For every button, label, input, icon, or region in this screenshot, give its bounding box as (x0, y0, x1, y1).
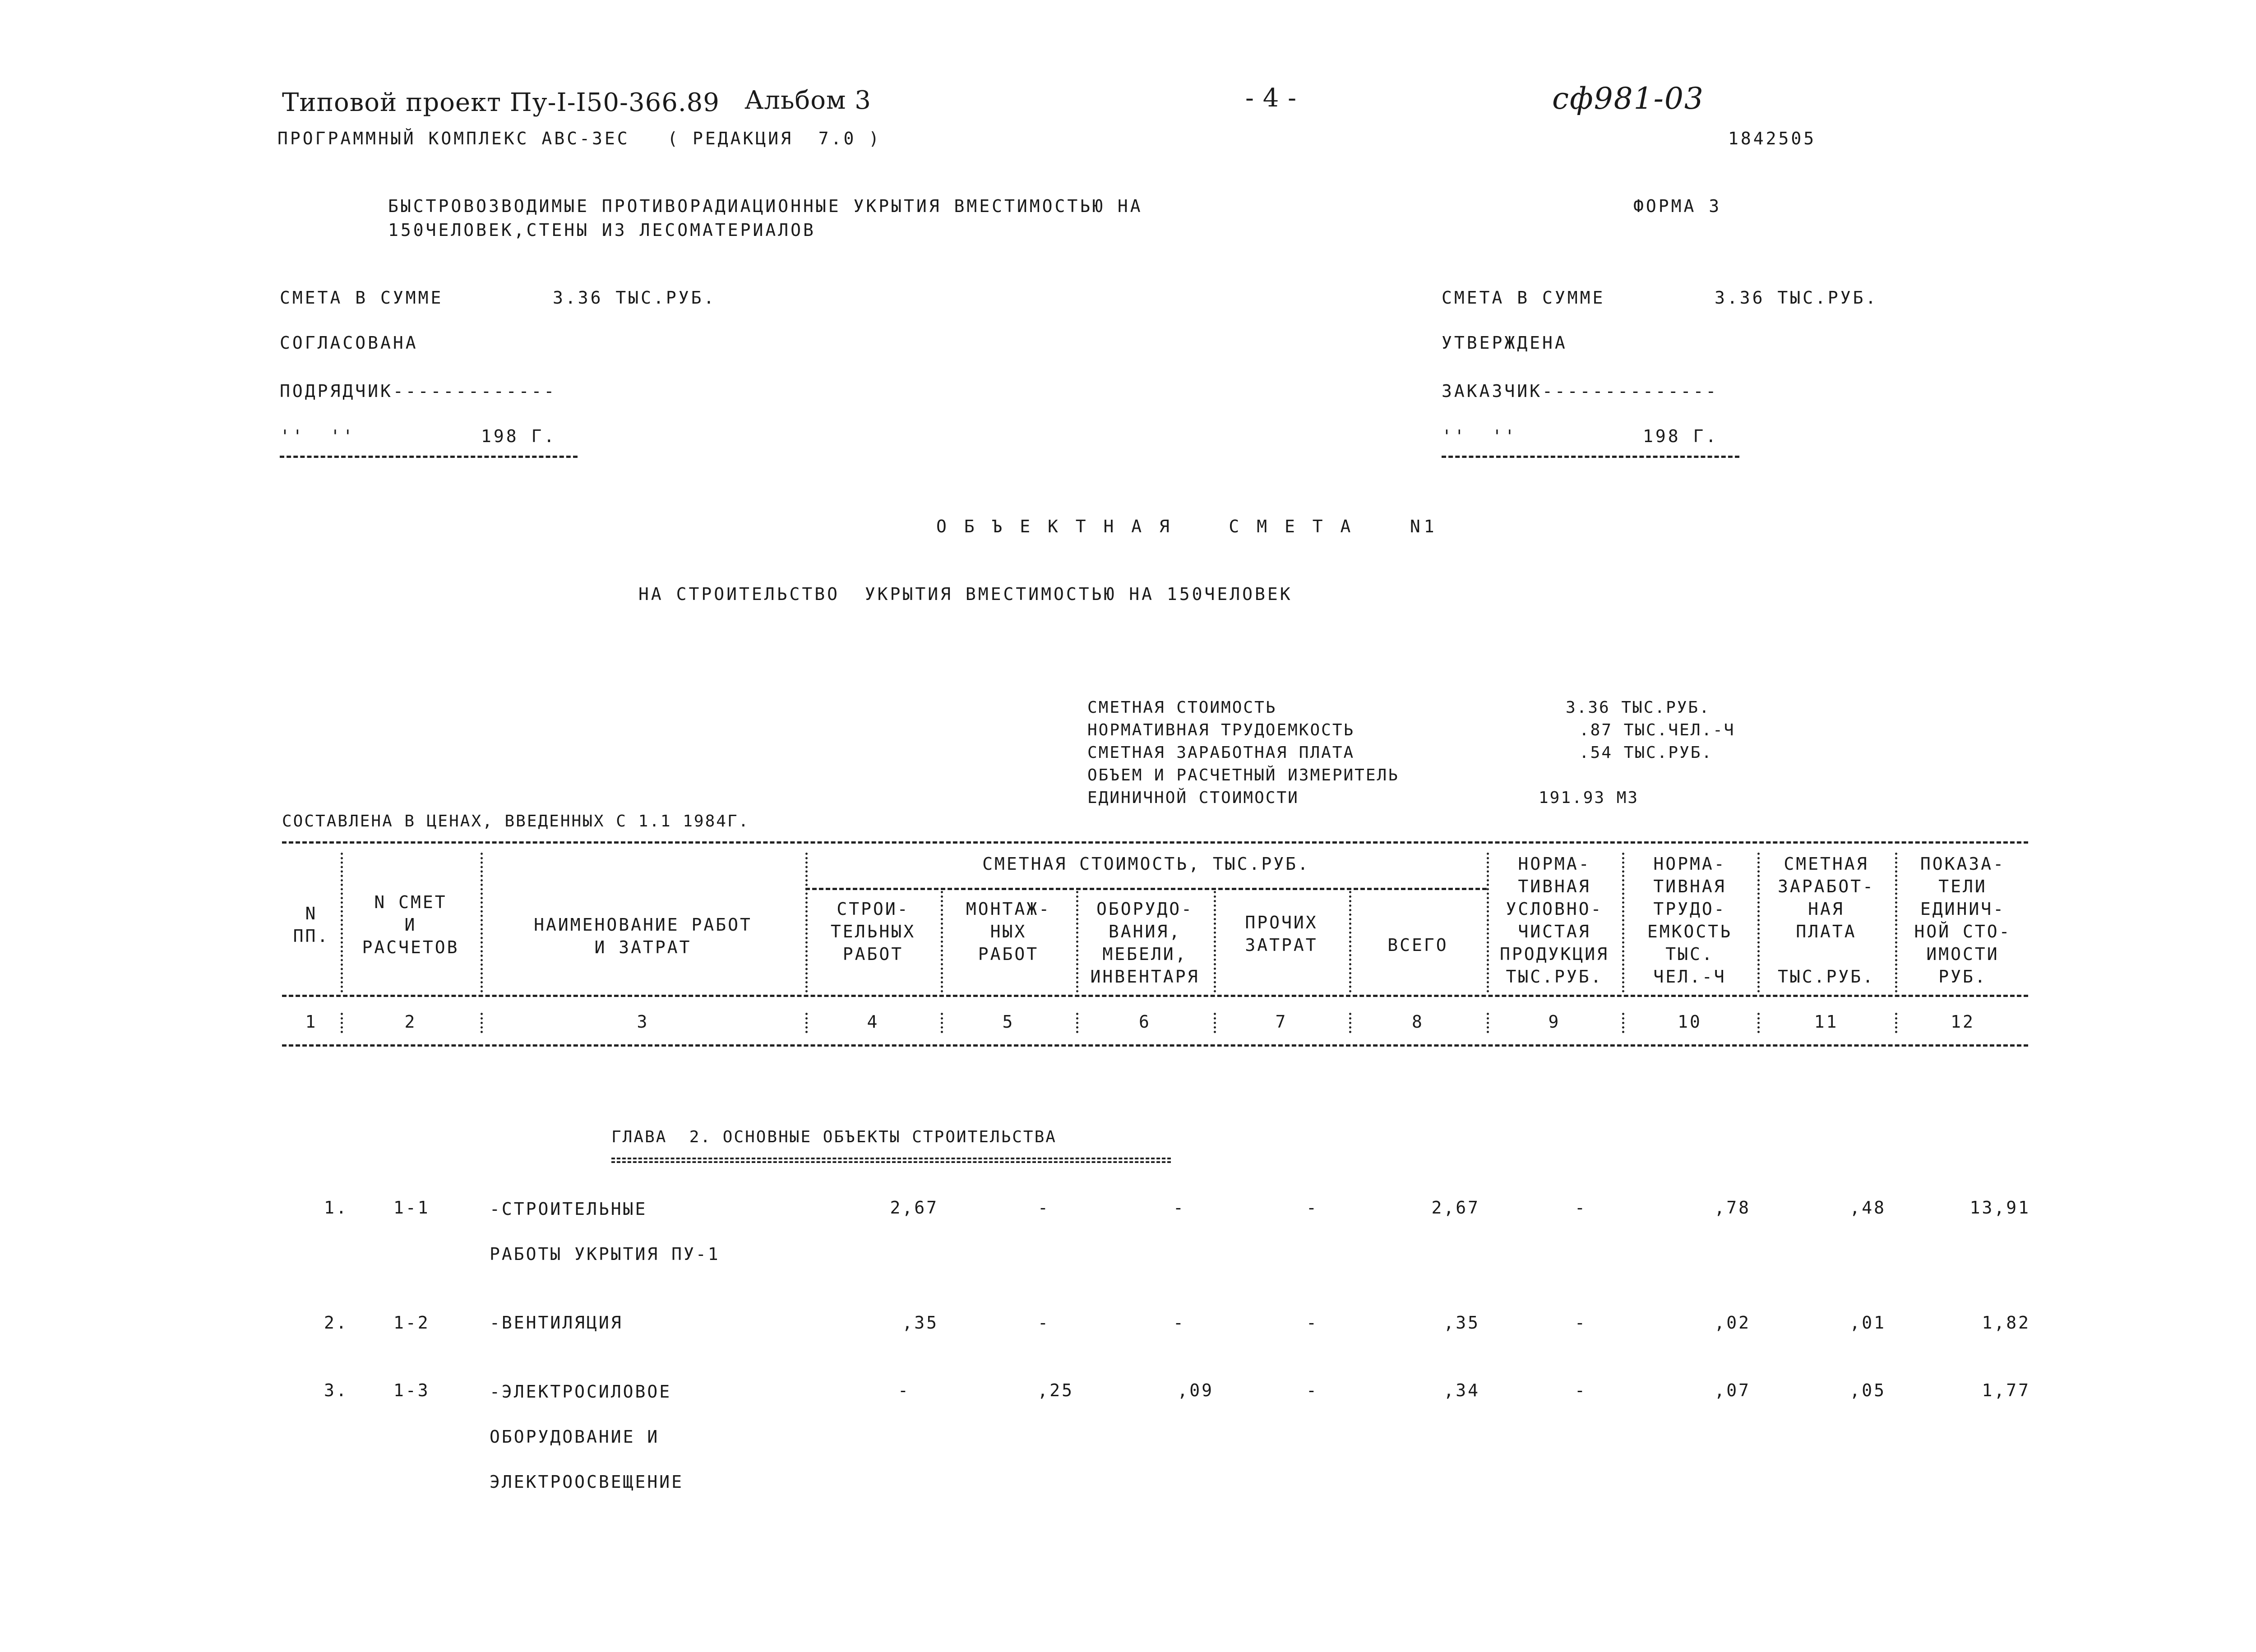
summary-value-labor: .87 ТЫС.ЧЕЛ.-Ч (1579, 721, 1735, 739)
cell-installation: - (1038, 1198, 1050, 1218)
th-labor-intensity: НОРМА- ТИВНАЯ ТРУДО- ЕМКОСТЬ ТЫС. ЧЕЛ.-Ч (1647, 854, 1733, 987)
cell-equipment: - (1173, 1313, 1185, 1333)
registration-number: 1842505 (1728, 129, 1817, 148)
cell-wages: ,48 (1849, 1198, 1886, 1218)
approved-label: УТВЕРЖДЕНА (1442, 333, 1567, 353)
chapter-title: ГЛАВА 2. ОСНОВНЫЕ ОБЪЕКТЫ СТРОИТЕЛЬСТВА (611, 1128, 1057, 1146)
page-number: - 4 - (1245, 83, 1297, 113)
project-title: Типовой проект Пу-I-I50-366.89 (282, 88, 720, 117)
col-sep (481, 1013, 483, 1033)
chapter-underline (611, 1158, 1171, 1163)
col-sep (1487, 1013, 1489, 1033)
col-number-label: 10 (1678, 1012, 1702, 1032)
cell-construction: 2,67 (890, 1198, 938, 1218)
col-number-label: 3 (637, 1012, 649, 1032)
cell-net-output: - (1575, 1313, 1587, 1333)
prices-note: СОСТАВЛЕНА В ЦЕНАХ, ВВЕДЕННЫХ С 1.1 1984Г. (282, 812, 750, 831)
row-estimate-ref: 1-3 (393, 1380, 430, 1400)
header-rule (282, 995, 2028, 997)
col-sep (941, 1013, 943, 1033)
cell-unit-cost: 1,82 (1982, 1313, 2030, 1333)
th-equipment: ОБОРУДО- ВАНИЯ, МЕБЕЛИ, ИНВЕНТАРЯ (1090, 899, 1200, 987)
summary-label-wages: СМЕТНАЯ ЗАРАБОТНАЯ ПЛАТА (1087, 743, 1355, 762)
col-sep (1622, 1013, 1624, 1033)
col-number-label: 4 (867, 1012, 879, 1032)
form-label: ФОРМА 3 (1633, 196, 1722, 216)
contractor-line: ПОДРЯДЧИК------------- (280, 381, 557, 401)
th-number: N ПП. (293, 904, 330, 946)
sum-label-right: СМЕТА В СУММЕ (1442, 288, 1605, 308)
sum-value-left: 3.36 ТЫС.РУБ. (553, 288, 717, 308)
sum-value-right: 3.36 ТЫС.РУБ. (1715, 288, 1878, 308)
th-estimate-ref: N СМЕТ И РАСЧЕТОВ (362, 892, 459, 957)
estimate-title: О Б Ъ Е К Т Н А Я С М Е Т А N1 (936, 517, 1438, 536)
signature-rule-right (1442, 456, 1739, 458)
table-top-rule (282, 841, 2028, 844)
col-number-label: 2 (404, 1012, 417, 1032)
date-line-left: '' '' 198 Г. (280, 426, 557, 446)
th-other: ПРОЧИХ ЗАТРАТ (1245, 913, 1318, 955)
customer-line: ЗАКАЗЧИК-------------- (1442, 381, 1719, 401)
cell-net-output: - (1575, 1380, 1587, 1400)
cell-installation: ,25 (1037, 1380, 1074, 1400)
col-sep (1895, 1013, 1897, 1033)
cell-other: - (1306, 1313, 1318, 1333)
col-number-label: 7 (1275, 1012, 1288, 1032)
row-estimate-ref: 1-2 (393, 1313, 430, 1333)
cell-wages: ,05 (1849, 1380, 1886, 1400)
date-line-right: '' '' 198 Г. (1442, 426, 1719, 446)
th-unit-cost: ПОКАЗА- ТЕЛИ ЕДИНИЧ- НОЙ СТО- ИМОСТИ РУБ. (1914, 854, 2011, 987)
cell-installation: - (1038, 1313, 1050, 1333)
group-rule (805, 888, 1487, 890)
cell-unit-cost: 13,91 (1969, 1198, 2030, 1218)
summary-value-cost: 3.36 ТЫС.РУБ. (1566, 698, 1710, 717)
sum-label-left: СМЕТА В СУММЕ (280, 288, 444, 308)
th-construction: СТРОИ- ТЕЛЬНЫХ РАБОТ (830, 899, 916, 964)
summary-value-wages: .54 ТЫС.РУБ. (1579, 743, 1713, 762)
row-work-name: -СТРОИТЕЛЬНЫЕ РАБОТЫ УКРЫТИЯ ПУ-1 (490, 1199, 720, 1264)
cell-net-output: - (1575, 1198, 1587, 1218)
col-number-label: 8 (1412, 1012, 1424, 1032)
col-number-label: 5 (1002, 1012, 1015, 1032)
row-estimate-ref: 1-1 (393, 1198, 430, 1218)
estimate-subtitle: НА СТРОИТЕЛЬСТВО УКРЫТИЯ ВМЕСТИМОСТЬЮ НА 150ЧЕЛОВЕК (638, 584, 1293, 604)
summary-label-unit: ЕДИНИЧНОЙ СТОИМОСТИ (1087, 789, 1299, 807)
cell-other: - (1306, 1380, 1318, 1400)
cell-wages: ,01 (1849, 1313, 1886, 1333)
row-number: 1. (324, 1198, 348, 1218)
row-work-name: -ВЕНТИЛЯЦИЯ (490, 1313, 623, 1333)
cell-construction: ,35 (902, 1313, 938, 1333)
cell-total: ,35 (1443, 1313, 1480, 1333)
col-number-label: 1 (305, 1012, 318, 1032)
th-total: ВСЕГО (1387, 935, 1448, 955)
col-sep (1214, 1013, 1216, 1033)
cell-other: - (1306, 1198, 1318, 1218)
th-work-name: НАИМЕНОВАНИЕ РАБОТ И ЗАТРАТ (534, 915, 752, 957)
col-number-label: 11 (1814, 1012, 1839, 1032)
row-work-name: -ЭЛЕКТРОСИЛОВОЕ ОБОРУДОВАНИЕ И ЭЛЕКТРООСВЕЩЕНИЕ (490, 1382, 684, 1492)
th-wages: СМЕТНАЯ ЗАРАБОТ- НАЯ ПЛАТА ТЫС.РУБ. (1777, 854, 1875, 987)
col-number-label: 9 (1548, 1012, 1561, 1032)
col-sep (1349, 1013, 1351, 1033)
summary-label-volume: ОБЪЕМ И РАСЧЕТНЫЙ ИЗМЕРИТЕЛЬ (1087, 766, 1399, 784)
cell-equipment: ,09 (1177, 1380, 1214, 1400)
summary-label-cost: СМЕТНАЯ СТОИМОСТЬ (1087, 698, 1277, 717)
cell-equipment: - (1173, 1198, 1185, 1218)
agreed-label: СОГЛАСОВАНА (280, 333, 418, 353)
cell-construction: - (898, 1380, 910, 1400)
col-sep (1076, 1013, 1078, 1033)
row-number: 2. (324, 1313, 348, 1333)
cell-labor-intensity: ,78 (1714, 1198, 1751, 1218)
col-sep (1757, 1013, 1760, 1033)
software-line: ПРОГРАММНЫЙ КОМПЛЕКС АВС-3ЕС ( РЕДАКЦИЯ 7.0 ) (277, 129, 882, 148)
cell-labor-intensity: ,07 (1714, 1380, 1751, 1400)
cell-total: ,34 (1443, 1380, 1480, 1400)
album-label: Альбом 3 (744, 86, 871, 115)
col-sep (805, 1013, 808, 1033)
summary-label-labor: НОРМАТИВНАЯ ТРУДОЕМКОСТЬ (1087, 721, 1355, 739)
signature-rule-left (280, 456, 578, 458)
cell-unit-cost: 1,77 (1982, 1380, 2030, 1400)
table-header-bottom-rule (282, 1044, 2028, 1047)
th-cost-group: СМЕТНАЯ СТОИМОСТЬ, ТЫС.РУБ. (982, 854, 1310, 874)
document-code: сф981-03 (1552, 81, 1704, 116)
summary-value-unit: 191.93 М3 (1539, 789, 1639, 807)
object-title-line2: 150ЧЕЛОВЕК,СТЕНЫ ИЗ ЛЕСОМАТЕРИАЛОВ (388, 220, 816, 240)
cell-total: 2,67 (1431, 1198, 1480, 1218)
object-title-line1: БЫСТРОВОЗВОДИМЫЕ ПРОТИВОРАДИАЦИОННЫЕ УКРЫТИЯ ВМЕСТИМОСТЬЮ НА (388, 196, 1143, 216)
col-number-label: 12 (1951, 1012, 1975, 1032)
col-number-label: 6 (1139, 1012, 1151, 1032)
th-installation: МОНТАЖ- НЫХ РАБОТ (966, 899, 1051, 964)
col-sep (341, 1013, 343, 1033)
th-net-output: НОРМА- ТИВНАЯ УСЛОВНО- ЧИСТАЯ ПРОДУКЦИЯ ТЫС.РУБ. (1500, 854, 1609, 987)
row-number: 3. (324, 1380, 348, 1400)
cell-labor-intensity: ,02 (1714, 1313, 1751, 1333)
